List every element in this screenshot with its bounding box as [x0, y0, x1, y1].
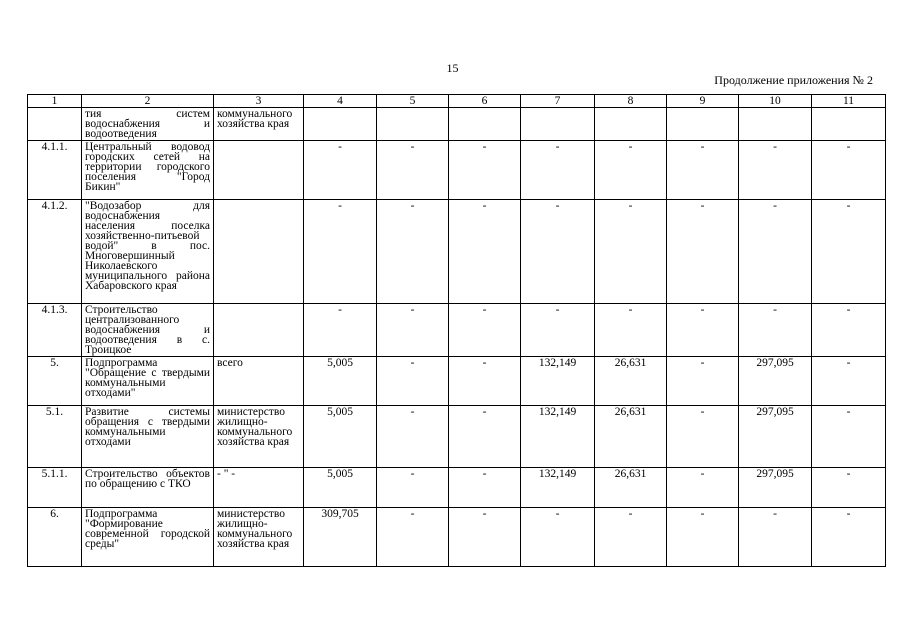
- row-value: -: [377, 200, 449, 304]
- row-value: 26,631: [595, 357, 667, 406]
- row-value: -: [812, 141, 886, 200]
- row-value: [304, 108, 377, 141]
- row-value: -: [667, 357, 739, 406]
- column-header: 7: [521, 95, 595, 108]
- row-value: -: [739, 508, 812, 567]
- row-value: 132,149: [521, 357, 595, 406]
- column-header: 5: [377, 95, 449, 108]
- row-responsible: министерство жилищно-коммунального хозяйства края: [214, 508, 304, 567]
- column-header: 1: [28, 95, 82, 108]
- row-value: -: [449, 141, 521, 200]
- row-value: 297,095: [739, 357, 812, 406]
- row-responsible: [214, 304, 304, 357]
- row-value: -: [521, 200, 595, 304]
- row-value: [521, 108, 595, 141]
- row-value: 297,095: [739, 406, 812, 468]
- column-header: 6: [449, 95, 521, 108]
- row-value: -: [449, 406, 521, 468]
- row-value: -: [377, 508, 449, 567]
- row-number: 5.1.: [28, 406, 82, 468]
- table-row: [28, 108, 886, 141]
- row-name: Развитие системы обращения с твердыми коммунальными отходами: [82, 406, 214, 468]
- row-value: -: [304, 141, 377, 200]
- row-name: Подпрограмма "Формирование современной городской среды": [82, 508, 214, 567]
- row-value: -: [667, 468, 739, 508]
- row-value: 26,631: [595, 468, 667, 508]
- table-row: [28, 304, 886, 357]
- row-value: -: [667, 141, 739, 200]
- row-name: "Водозабор для водоснабжения населения поселка хозяйственно-питьевой водой" в пос. Многовершинный Николаевского муниципального района Хабаровского края: [82, 200, 214, 304]
- table-row: [28, 141, 886, 200]
- table-row: [28, 200, 886, 304]
- row-number: 4.1.3.: [28, 304, 82, 357]
- row-value: -: [667, 200, 739, 304]
- row-value: -: [377, 304, 449, 357]
- table-row: [28, 406, 886, 468]
- row-value: 132,149: [521, 468, 595, 508]
- page-number: 15: [446, 61, 459, 75]
- row-value: -: [667, 406, 739, 468]
- column-header: 4: [304, 95, 377, 108]
- row-value: 5,005: [304, 357, 377, 406]
- column-header: 10: [739, 95, 812, 108]
- row-responsible: - " -: [214, 468, 304, 508]
- row-value: -: [449, 304, 521, 357]
- row-name: Строительство централизованного водоснабжения и водоотведения в с. Троицкое: [82, 304, 214, 357]
- row-value: -: [377, 468, 449, 508]
- row-value: [377, 108, 449, 141]
- row-responsible: министерство жилищно-коммунального хозяйства края: [214, 406, 304, 468]
- row-value: [449, 108, 521, 141]
- row-value: 309,705: [304, 508, 377, 567]
- row-responsible: [214, 141, 304, 200]
- row-value: [595, 108, 667, 141]
- row-value: -: [521, 508, 595, 567]
- row-name: Подпрограмма "Обращение с твердыми коммунальными отходами": [82, 357, 214, 406]
- row-value: -: [449, 357, 521, 406]
- table-row: [28, 357, 886, 406]
- row-value: -: [812, 304, 886, 357]
- row-value: -: [667, 508, 739, 567]
- row-value: -: [812, 406, 886, 468]
- row-responsible: коммунального хозяйства края: [214, 108, 304, 141]
- row-value: -: [449, 508, 521, 567]
- row-value: -: [667, 304, 739, 357]
- row-number: 5.: [28, 357, 82, 406]
- continuation-label: Продолжение приложения № 2: [714, 73, 873, 87]
- row-value: -: [812, 357, 886, 406]
- row-value: -: [304, 304, 377, 357]
- row-value: -: [739, 141, 812, 200]
- row-value: -: [377, 406, 449, 468]
- row-value: -: [521, 141, 595, 200]
- row-number: 5.1.1.: [28, 468, 82, 508]
- row-value: 5,005: [304, 406, 377, 468]
- row-value: -: [449, 200, 521, 304]
- column-header: 3: [214, 95, 304, 108]
- row-value: 26,631: [595, 406, 667, 468]
- row-value: [812, 108, 886, 141]
- row-value: -: [812, 468, 886, 508]
- row-number: 6.: [28, 508, 82, 567]
- row-value: -: [812, 200, 886, 304]
- row-name: Центральный водовод городских сетей на территории городского поселения "Город Бикин": [82, 141, 214, 200]
- row-value: -: [377, 141, 449, 200]
- row-responsible: [214, 200, 304, 304]
- row-value: 5,005: [304, 468, 377, 508]
- row-value: -: [449, 468, 521, 508]
- row-value: -: [595, 304, 667, 357]
- budget-table: [27, 94, 886, 567]
- row-number: [28, 108, 82, 141]
- row-value: -: [377, 357, 449, 406]
- column-header: 11: [812, 95, 886, 108]
- row-value: 297,095: [739, 468, 812, 508]
- column-header-row: [28, 95, 886, 108]
- column-header: 9: [667, 95, 739, 108]
- table-row: [28, 508, 886, 567]
- row-value: 132,149: [521, 406, 595, 468]
- row-value: -: [521, 304, 595, 357]
- table-row: [28, 468, 886, 508]
- row-value: -: [812, 508, 886, 567]
- row-number: 4.1.2.: [28, 200, 82, 304]
- row-value: -: [595, 508, 667, 567]
- row-value: [739, 108, 812, 141]
- row-responsible: всего: [214, 357, 304, 406]
- row-value: [667, 108, 739, 141]
- column-header: 8: [595, 95, 667, 108]
- row-value: -: [739, 200, 812, 304]
- row-number: 4.1.1.: [28, 141, 82, 200]
- row-value: -: [304, 200, 377, 304]
- column-header: 2: [82, 95, 214, 108]
- row-name: тия систем водоснабжения и водоотведения: [82, 108, 214, 141]
- row-value: -: [739, 304, 812, 357]
- row-value: -: [595, 200, 667, 304]
- row-name: Строительство объектов по обращению с ТКО: [82, 468, 214, 508]
- row-value: -: [595, 141, 667, 200]
